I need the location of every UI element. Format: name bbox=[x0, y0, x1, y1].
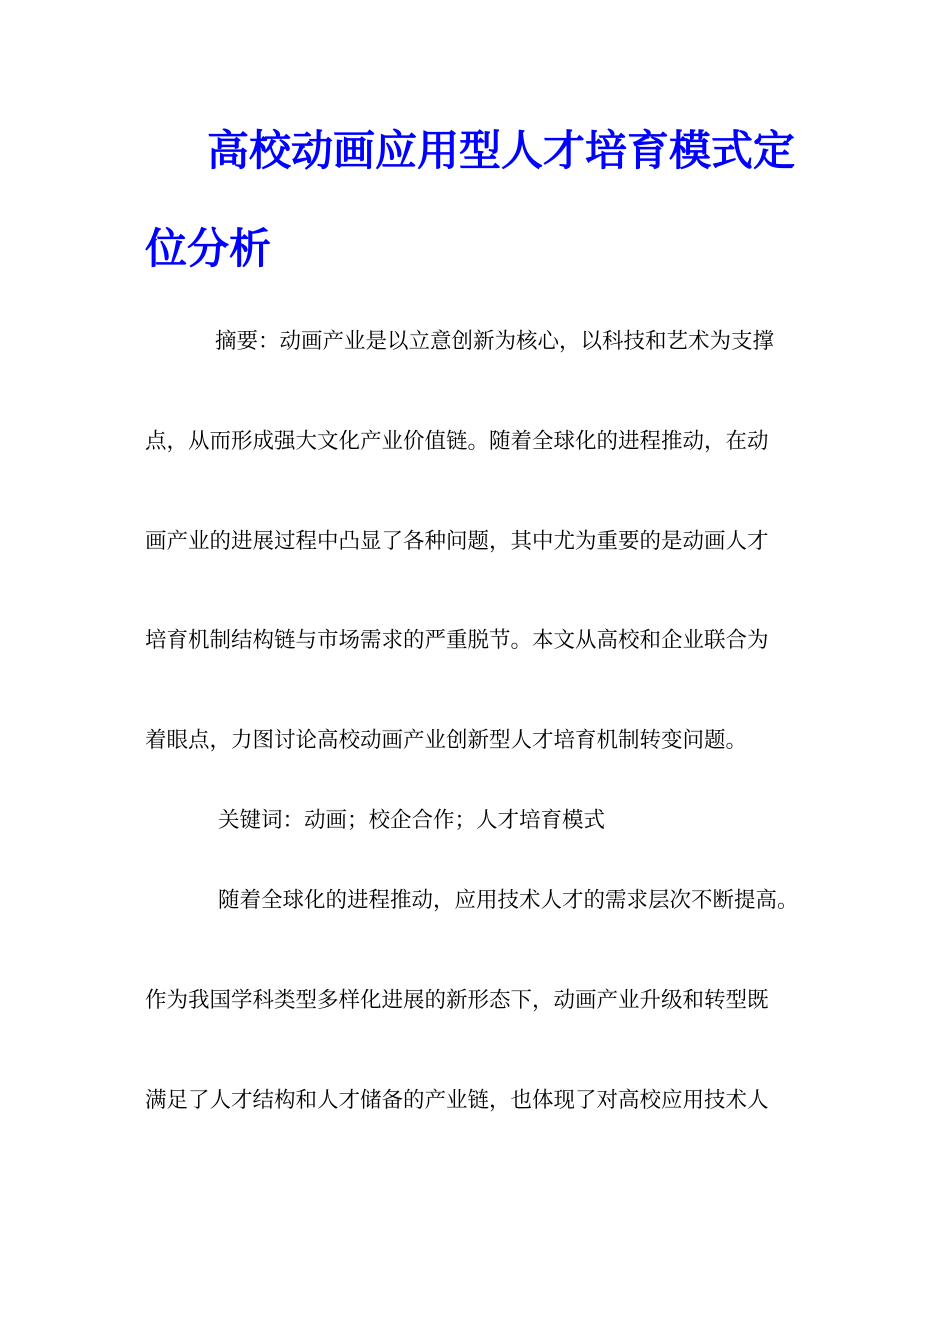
abstract-line-3: 画产业的进展过程中凸显了各种问题，其中尤为重要的是动画人才 bbox=[145, 529, 769, 554]
title-line-1: 高校动画应用型人才培育模式定 bbox=[207, 126, 796, 175]
body-line-1: 随着全球化的进程推动，应用技术人才的需求层次不断提高。 bbox=[218, 888, 799, 913]
abstract-line-5: 着眼点，力图讨论高校动画产业创新型人才培育机制转变问题。 bbox=[145, 728, 748, 753]
body-line-2: 作为我国学科类型多样化进展的新形态下，动画产业升级和转型既 bbox=[145, 988, 769, 1013]
abstract-line-4: 培育机制结构链与市场需求的严重脱节。本文从高校和企业联合为 bbox=[145, 628, 769, 653]
title-line-2: 位分析 bbox=[145, 224, 272, 273]
abstract-line-1: 摘要：动画产业是以立意创新为核心，以科技和艺术为支撑 bbox=[215, 329, 775, 354]
abstract-line-2: 点，从而形成强大文化产业价值链。随着全球化的进程推动，在动 bbox=[145, 429, 769, 454]
body-line-3: 满足了人才结构和人才储备的产业链，也体现了对高校应用技术人 bbox=[145, 1088, 769, 1113]
keywords-line: 关键词：动画；校企合作；人才培育模式 bbox=[218, 808, 606, 833]
